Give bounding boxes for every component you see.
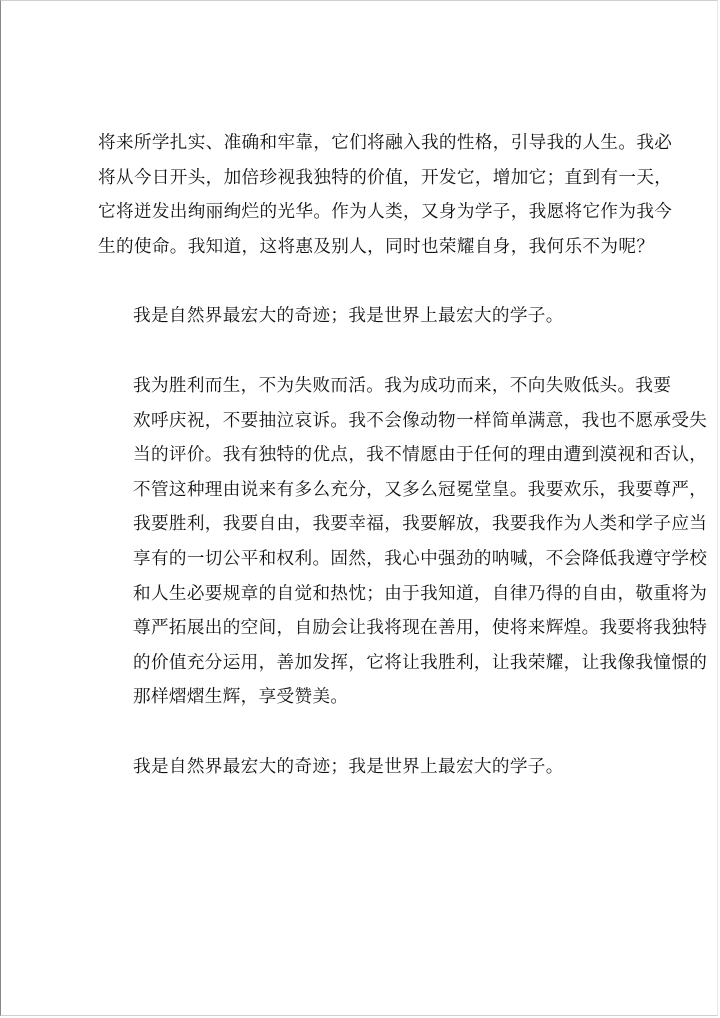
paragraph-line: 将从今日开头，加倍珍视我独特的价值，开发它，增加它；直到有一天， <box>98 167 673 188</box>
paragraph-line: 我为胜利而生，不为失败而活。我为成功而来，不向失败低头。我要 <box>133 375 672 396</box>
paragraph-line: 它将迸发出绚丽绚烂的光华。作为人类，又身为学子，我愿将它作为我今 <box>98 202 673 223</box>
paragraph-gap <box>98 264 638 299</box>
paragraph-line: 我是自然界最宏大的奇迹；我是世界上最宏大的学子。 <box>133 306 564 327</box>
paragraph-2-motto <box>98 299 638 334</box>
paragraph-line: 尊严拓展出的空间，自励会让我将现在善用，使将来辉煌。我要将我独特 <box>133 618 708 639</box>
paragraph-gap <box>98 334 638 369</box>
paragraph-line: 将来所学扎实、准确和牢靠，它们将融入我的性格，引导我的人生。我必 <box>98 133 673 153</box>
paragraph-line: 和人生必要规章的自觉和热忱；由于我知道，自律乃得的自由，敬重将为 <box>133 583 708 604</box>
paragraph-3 <box>98 369 708 715</box>
paragraph-line: 我要胜利，我要自由，我要幸福，我要解放，我要我作为人类和学子应当 <box>133 514 708 535</box>
paragraph-line: 的价值充分运用，善加发挥，它将让我胜利，让我荣耀，让我像我憧憬的 <box>133 652 708 673</box>
paragraph-line: 欢呼庆祝，不要抽泣哀诉。我不会像动物一样简单满意，我也不愿承受失 <box>133 410 708 431</box>
paragraph-line: 享有的一切公平和权利。固然，我心中强劲的呐喊，不会降低我遵守学校 <box>133 548 708 569</box>
paragraph-line: 我是自然界最宏大的奇迹；我是世界上最宏大的学子。 <box>133 756 564 777</box>
paragraph-gap <box>98 715 638 750</box>
paragraph-line: 当的评价。我有独特的优点，我不情愿由于任何的理由遭到漠视和否认， <box>133 445 708 466</box>
document-body <box>98 126 708 785</box>
paragraph-4-motto <box>98 750 638 785</box>
paragraph-line: 那样熠熠生辉，享受赞美。 <box>133 687 349 708</box>
paragraph-line: 生的使命。我知道，这将惠及别人，同时也荣耀自身，我何乐不为呢？ <box>98 236 655 257</box>
paragraph-1 <box>98 126 673 264</box>
paragraph-line: 不管这种理由说来有多么充分，又多么冠冕堂皇。我要欢乐，我要尊严， <box>133 479 708 500</box>
